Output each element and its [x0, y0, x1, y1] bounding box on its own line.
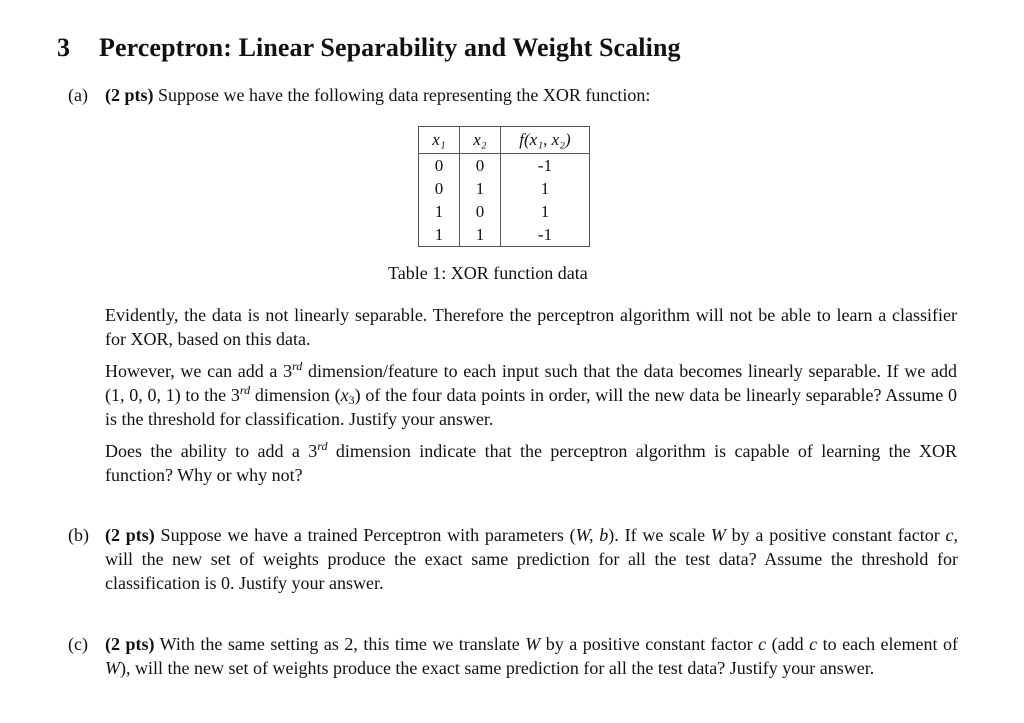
text: With the same setting as 2, this time we translate [154, 634, 526, 654]
cell: 0 [460, 154, 501, 178]
part-a-intro [105, 83, 958, 107]
part-c-points: (2 pts) [105, 634, 155, 654]
math-variable: c [945, 525, 954, 545]
question-part-b [68, 523, 958, 595]
header-f: f(x₁, x₂) [501, 127, 590, 154]
text: However, we can add a 3 [105, 361, 293, 381]
superscript: rd [292, 359, 303, 373]
table-row [419, 200, 590, 223]
superscript: rd [239, 383, 251, 397]
cell: 1 [501, 200, 590, 223]
table-row [419, 154, 590, 178]
part-a-label: (a) [68, 85, 88, 105]
section-number: 3 [57, 33, 71, 62]
text: ). If we scale [608, 525, 711, 545]
part-a-points: (2 pts) [105, 85, 154, 105]
text: ), will the new set of weights produce the exact same prediction for all the test data? Justify your answer. [120, 658, 875, 678]
cell: 0 [460, 200, 501, 223]
table-row [419, 177, 590, 200]
cell: 0 [419, 177, 460, 200]
text: dimension indicate that the perceptron algorithm is capable of learning the XOR function? Why or why not? [105, 441, 957, 485]
text: , will the new set of weights produce the exact same prediction for all the test data? Assume the threshold for classification is 0. Justify your answer. [105, 525, 958, 593]
cell: 1 [460, 177, 501, 200]
part-a-paragraph-1: Evidently, the data is not linearly separable. Therefore the perceptron algorithm will not be able to learn a classifier for XOR, based on this data. [105, 305, 957, 349]
math-variable: W, b [575, 525, 609, 545]
part-c-text [105, 632, 958, 680]
cell: 1 [460, 223, 501, 247]
cell: 1 [419, 200, 460, 223]
text: by a positive constant factor [540, 634, 759, 654]
cell: 1 [419, 223, 460, 247]
header-x1: x₁ [419, 127, 460, 154]
part-b-points: (2 pts) [105, 525, 155, 545]
question-part-c [68, 632, 958, 680]
section-heading [57, 33, 681, 63]
math-variable: c [809, 634, 818, 654]
part-a-intro-text: Suppose we have the following data representing the XOR function: [158, 85, 651, 105]
question-part-a [68, 83, 958, 107]
text: to each element of [817, 634, 959, 654]
cell: -1 [501, 154, 590, 178]
part-a-paragraph-3 [105, 439, 957, 487]
text: by a positive constant factor [725, 525, 946, 545]
part-b-text [105, 523, 958, 595]
subscript: 3 [348, 393, 355, 407]
math-variable: W [525, 634, 541, 654]
part-a-paragraph-2 [105, 359, 957, 431]
superscript: rd [317, 439, 328, 453]
text: (add [766, 634, 810, 654]
math-variable: W [710, 525, 726, 545]
cell: -1 [501, 223, 590, 247]
xor-table [418, 126, 590, 247]
cell: 1 [501, 177, 590, 200]
math-variable: c [758, 634, 767, 654]
math-variable: W [105, 658, 120, 678]
table-row [419, 223, 590, 247]
table-caption: Table 1: XOR function data [388, 263, 588, 283]
math-variable: x [340, 385, 349, 405]
text: Suppose we have a trained Perceptron with parameters ( [154, 525, 576, 545]
text: ) of the four data points in order, will the new data be linearly separable? Assume 0 is the threshold for classification. Justify your answer. [105, 385, 957, 429]
part-b-label: (b) [68, 525, 89, 545]
header-x2: x₂ [460, 127, 501, 154]
text: dimension ( [250, 385, 341, 405]
cell: 0 [419, 154, 460, 178]
text: Does the ability to add a 3 [105, 441, 318, 461]
part-c-label: (c) [68, 634, 88, 654]
table-header-row [419, 127, 590, 154]
text: dimension/feature to each input such that the data becomes linearly separable. If we add (1, 0, 0, 1) to the 3 [105, 361, 957, 405]
section-title: Perceptron: Linear Separability and Weight Scaling [99, 33, 681, 62]
